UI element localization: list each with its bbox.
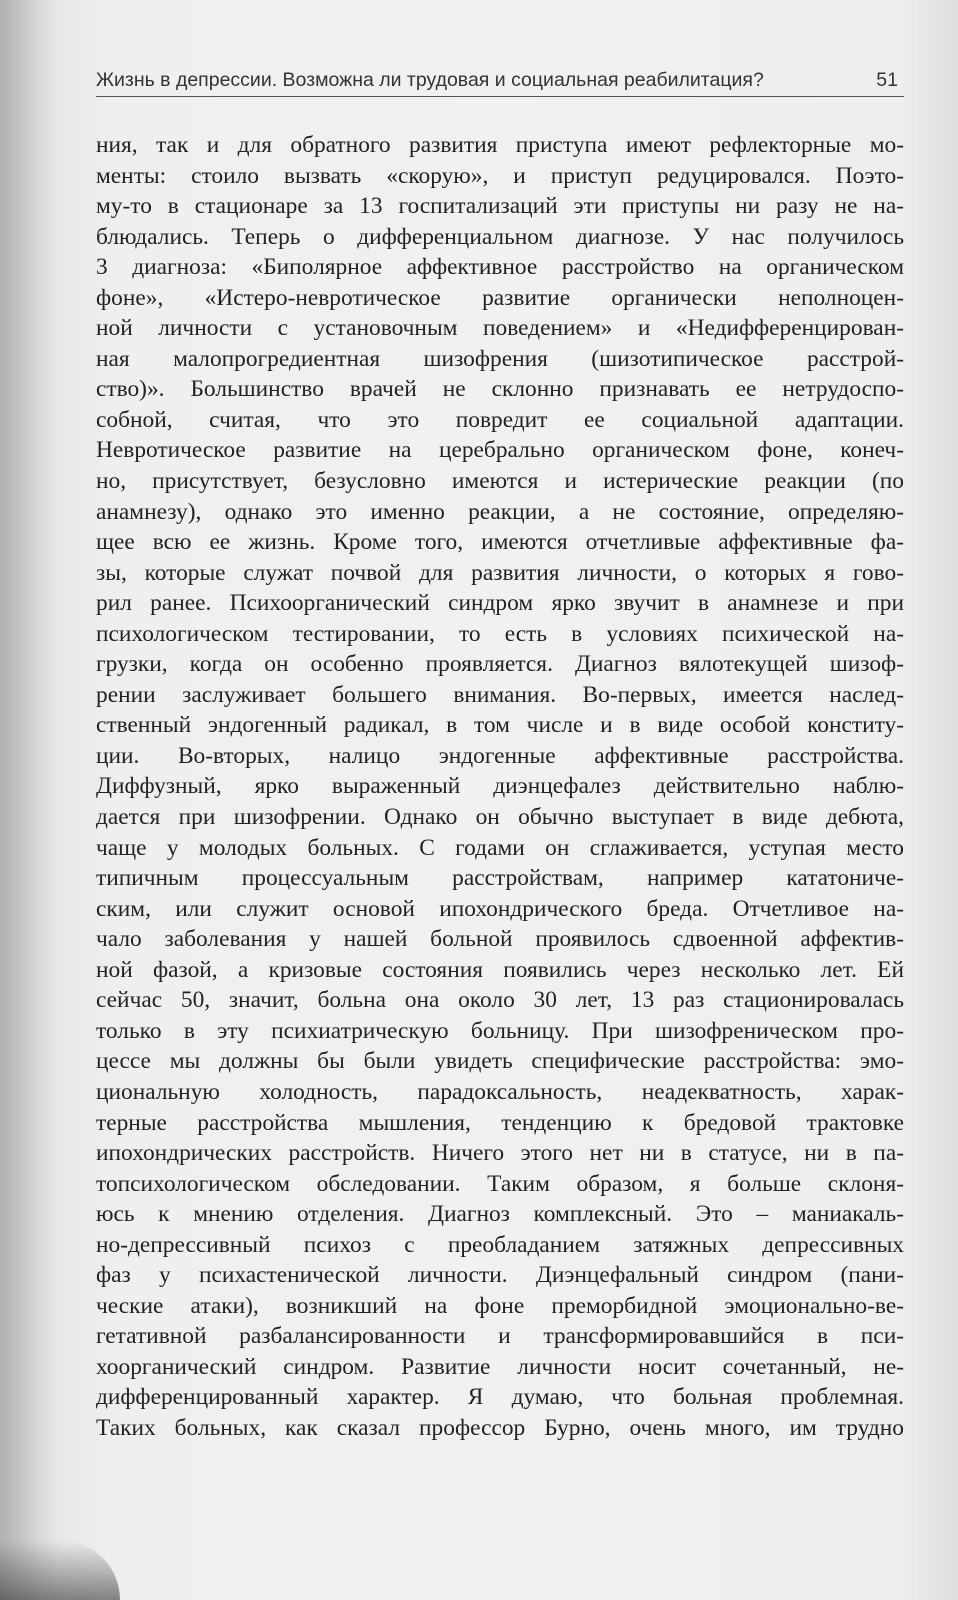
text-line: щее всю ее жизнь. Кроме того, имеются отчетливые аффективные фа- [96,529,904,556]
text-line: рении заслуживает большего внимания. Во-первых, имеется наслед- [96,681,904,708]
text-line: ная малопрогредиентная шизофрения (шизотипическое расстрой- [96,345,904,372]
text-line: топсихологическом обследовании. Таким образом, я больше склоня- [96,1170,904,1197]
text-line: ственный эндогенный радикал, в том числе и в виде особой конститу- [96,712,904,739]
text-line: ции. Во-вторых, налицо эндогенные аффективные расстройства. [96,742,904,769]
text-line: му-то в стационаре за 13 госпитализаций эти приступы ни разу не на- [96,193,904,220]
text-line: только в эту психиатрическую больницу. При шизофреническом про- [96,1017,904,1044]
text-line: фаз у психастенической личности. Диэнцефальный синдром (пани- [96,1262,904,1289]
text-line: типичным процессуальным расстройствам, например кататониче- [96,865,904,892]
text-line: дифференцированный характер. Я думаю, что больная проблемная. [96,1384,904,1411]
text-line: чаще у молодых больных. С годами он сглаживается, уступая место [96,834,904,861]
text-line: циональную холодность, парадоксальность, неадекватность, харак- [96,1078,904,1105]
text-line: грузки, когда он особенно проявляется. Диагноз вялотекущей шизоф- [96,651,904,678]
text-line: ским, или служит основой ипохондрического бреда. Отчетливое на- [96,895,904,922]
text-line: анамнезу), однако это именно реакции, а не состояние, определяю- [96,498,904,525]
text-line: цессе мы должны бы были увидеть специфические расстройства: эмо- [96,1048,904,1075]
text-line: дается при шизофрении. Однако он обычно выступает в виде дебюта, [96,804,904,831]
text-line: рил ранее. Психоорганический синдром ярко звучит в анамнезе и при [96,590,904,617]
text-line: терные расстройства мышления, тенденцию к бредовой трактовке [96,1109,904,1136]
text-line: 3 диагноза: «Биполярное аффективное расстройство на органическом [96,254,904,281]
text-line: Таких больных, как сказал профессор Бурно, очень много, им трудно [96,1414,904,1441]
text-line: но-депрессивный психоз с преобладанием затяжных депрессивных [96,1231,904,1258]
running-header [96,60,904,97]
page-corner-shadow [0,1540,120,1600]
page-gutter-shadow [0,0,60,1600]
text-line: сейчас 50, значит, больна она около 30 лет, 13 раз стационировалась [96,987,904,1014]
text-line: ческие атаки), возникший на фоне преморбидной эмоционально-ве- [96,1292,904,1319]
text-line: ной личности с установочным поведением» и «Недифференцирован- [96,315,904,342]
running-title: Жизнь в депрессии. Возможна ли трудовая и социальная реабилитация? [96,69,764,91]
text-line: фоне», «Истеро-невротическое развитие органически неполноцен- [96,284,904,311]
text-line: гетативной разбалансированности и трансформировавшийся в пси- [96,1323,904,1350]
text-line: Диффузный, ярко выраженный диэнцефалез действительно наблю- [96,773,904,800]
text-line: ния, так и для обратного развития приступа имеют рефлекторные мо- [96,132,904,158]
text-line: ство)». Большинство врачей не склонно признавать ее нетрудоспо- [96,376,904,403]
text-line: но, присутствует, безусловно имеются и истерические реакции (по [96,468,904,495]
text-line: чало заболевания у нашей больной проявилось сдвоенной аффектив- [96,926,904,953]
text-line: собной, считая, что это повредит ее социальной адаптации. [96,406,904,433]
text-line: блюдались. Теперь о дифференциальном диагнозе. У нас получилось [96,223,904,250]
body-text [96,130,904,1444]
text-line: менты: стоило вызвать «скорую», и приступ редуцировался. Поэто- [96,162,904,189]
text-line: Невротическое развитие на церебрально органическом фоне, конеч- [96,437,904,464]
text-line: ной фазой, а кризовые состояния появились через несколько лет. Ей [96,956,904,983]
text-line: ипохондрических расстройств. Ничего этого нет ни в статусе, ни в па- [96,1140,904,1167]
text-line: психологическом тестировании, то есть в условиях психической на- [96,620,904,647]
text-line: зы, которые служат почвой для развития личности, о которых я гово- [96,559,904,586]
text-line: юсь к мнению отделения. Диагноз комплексный. Это – маниакаль- [96,1201,904,1228]
text-line: хоорганический синдром. Развитие личности носит сочетанный, не- [96,1353,904,1380]
page-number: 51 [876,69,898,91]
